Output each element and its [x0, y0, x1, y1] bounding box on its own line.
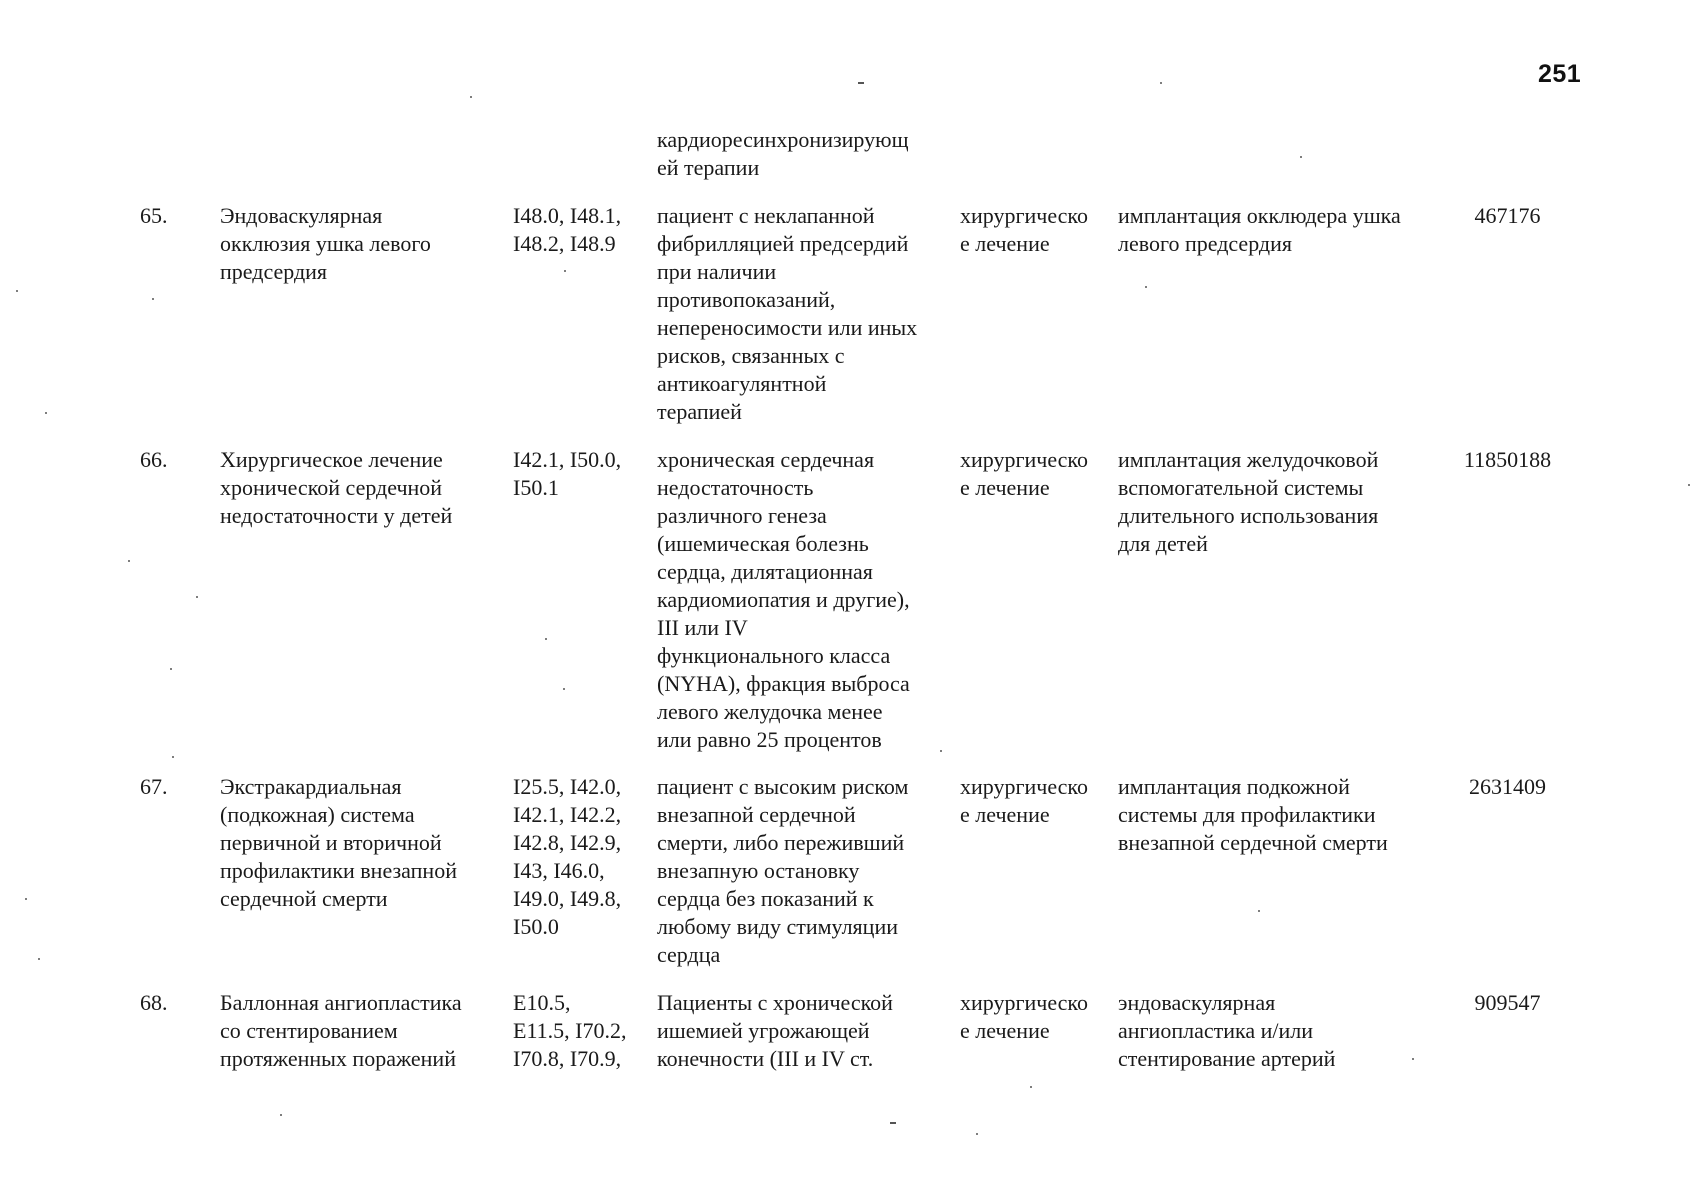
procedure-name: Баллонная ангиопластика со стентированием протяженных поражений [220, 990, 462, 1071]
continuation-patient-model: кардиоресинхронизирующ ей терапии [657, 127, 909, 180]
scan-speck [858, 82, 864, 84]
scan-speck [1160, 82, 1162, 84]
scan-speck [890, 1122, 896, 1124]
row-number: 65. [140, 203, 168, 228]
scan-speck [940, 750, 942, 752]
price: 2631409 [1469, 774, 1546, 799]
patient-model: пациент с высоким риском внезапной сердечной смерти, либо переживший внезапную остановку сердца без показаний к любому виду стимуляции сердца [657, 774, 909, 967]
scan-speck [1412, 1058, 1414, 1060]
icd-codes: I42.1, I50.0, I50.1 [513, 447, 622, 500]
icd-codes: E10.5, E11.5, I70.2, I70.8, I70.9, [513, 990, 627, 1071]
icd-codes: I25.5, I42.0, I42.1, I42.2, I42.8, I42.9, I43, I46.0, I49.0, I49.8, I50.0 [513, 774, 622, 939]
scan-speck [25, 898, 27, 900]
scan-speck [564, 270, 566, 272]
scan-speck [1258, 910, 1260, 912]
scan-speck [563, 688, 565, 690]
treatment-type: хирургическо е лечение [960, 774, 1088, 827]
icd-codes: I48.0, I48.1, I48.2, I48.9 [513, 203, 622, 256]
procedure-name: Хирургическое лечение хронической сердечной недостаточности у детей [220, 447, 453, 528]
scan-speck [1145, 286, 1147, 288]
procedure-name: Экстракардиальная (подкожная) система первичной и вторичной профилактики внезапной сердечной смерти [220, 774, 457, 911]
row-number: 68. [140, 990, 168, 1015]
treatment-type: хирургическо е лечение [960, 990, 1088, 1043]
scan-speck [280, 1114, 282, 1116]
scan-speck [170, 668, 172, 670]
patient-model: пациент с неклапанной фибрилляцией предсердий при наличии противопоказаний, непереносимости или иных рисков, связанных с антикоагулянтной терапией [657, 203, 918, 424]
treatment-type: хирургическо е лечение [960, 447, 1088, 500]
scan-speck [16, 290, 18, 292]
price: 909547 [1474, 990, 1541, 1015]
scan-speck [152, 298, 154, 300]
treatment-method: имплантация подкожной системы для профилактики внезапной сердечной смерти [1118, 774, 1388, 855]
scan-speck [45, 412, 47, 414]
treatment-method: имплантация желудочковой вспомогательной системы длительного использования для детей [1118, 447, 1379, 556]
patient-model: хроническая сердечная недостаточность различного генеза (ишемическая болезнь сердца, дилятационная кардиомиопатия и другие), III или IV функционального класса (NYHA), фракция выброса левого желудочка менее или равно 25 процентов [657, 447, 910, 752]
row-number: 67. [140, 774, 168, 799]
procedure-name: Эндоваскулярная окклюзия ушка левого предсердия [220, 203, 431, 284]
page-number: 251 [1538, 60, 1582, 88]
price: 467176 [1474, 203, 1541, 228]
scan-speck [38, 958, 40, 960]
scan-speck [976, 1133, 978, 1135]
scan-speck [128, 560, 130, 562]
scan-speck [470, 96, 472, 98]
scan-speck [1300, 156, 1302, 158]
scan-speck [196, 596, 198, 598]
treatment-type: хирургическо е лечение [960, 203, 1088, 256]
row-number: 66. [140, 447, 168, 472]
scan-speck [545, 638, 547, 640]
patient-model: Пациенты с хронической ишемией угрожающей конечности (III и IV ст. [657, 990, 893, 1071]
scan-speck [1030, 1086, 1032, 1088]
treatment-method: эндоваскулярная ангиопластика и/или стентирование артерий [1118, 990, 1336, 1071]
treatment-method: имплантация окклюдера ушка левого предсердия [1118, 203, 1401, 256]
scan-speck [1688, 484, 1690, 486]
scan-speck [172, 756, 174, 758]
price: 11850188 [1463, 447, 1552, 472]
